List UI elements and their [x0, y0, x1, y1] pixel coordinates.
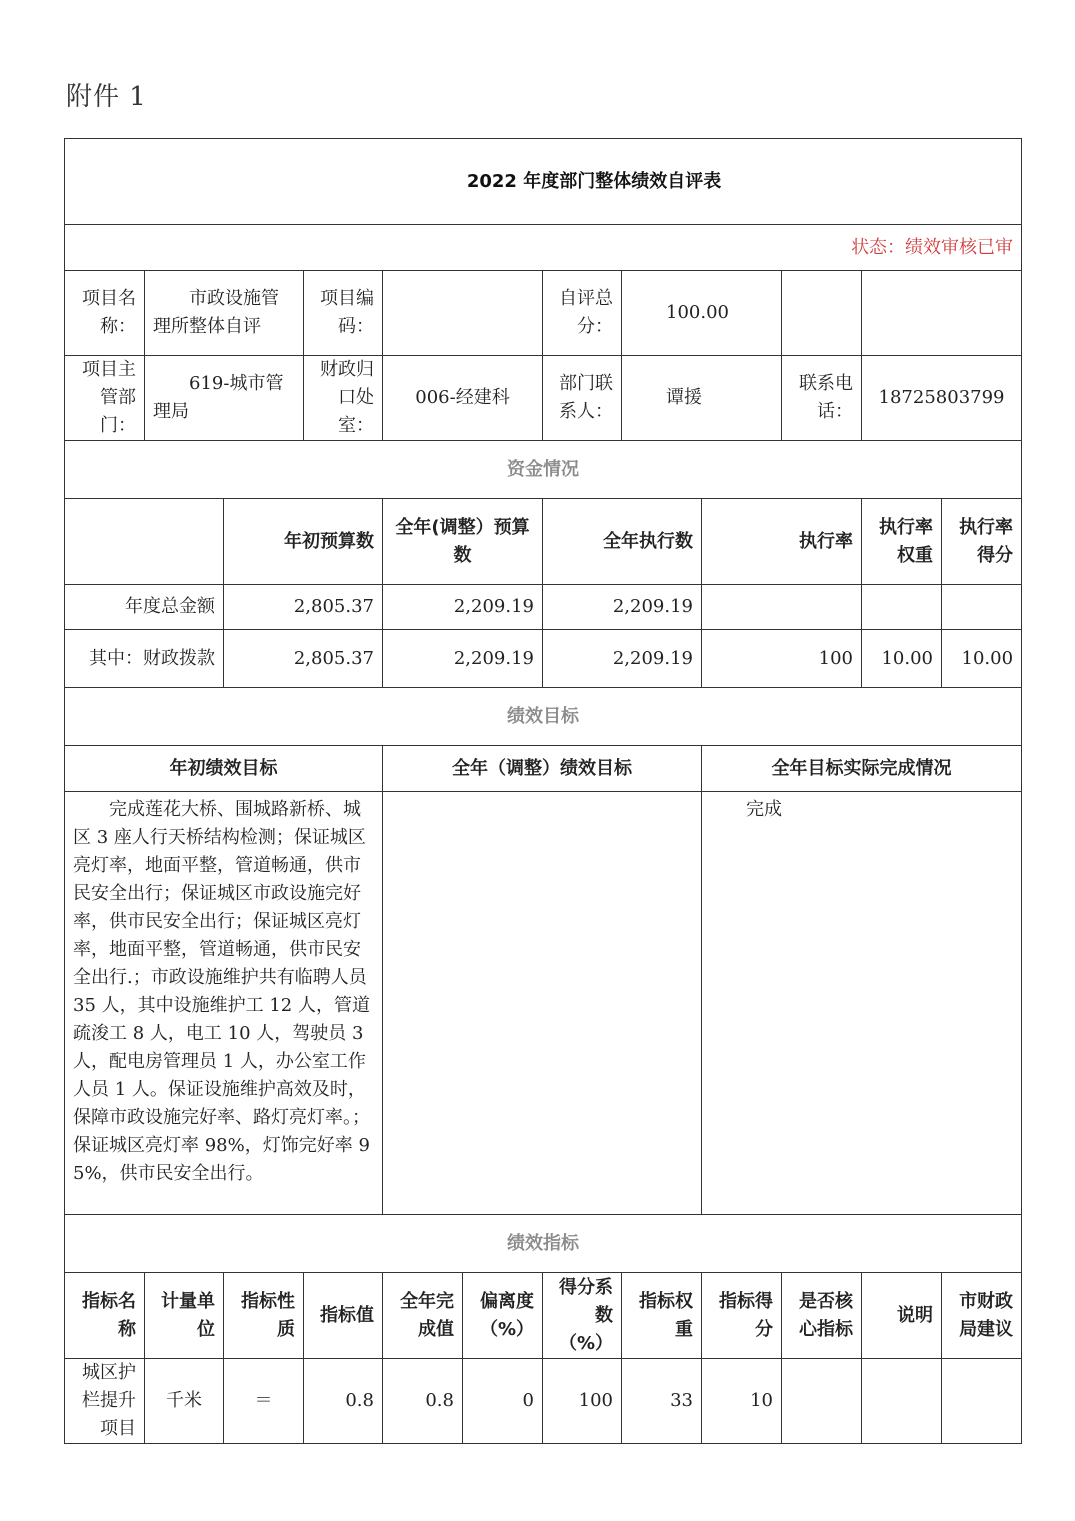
blank-cell	[862, 271, 1022, 356]
contact-label: 部门联系人：	[543, 356, 622, 441]
funds-row-executed: 2,209.19	[543, 585, 702, 630]
dept-value: 619-城市管理局	[145, 356, 304, 441]
ind-row-name: 城区护栏提升项目	[65, 1359, 145, 1444]
finance-label: 财政归口处室：	[304, 356, 383, 441]
ind-row-score: 10	[702, 1359, 782, 1444]
funds-row-score	[942, 585, 1022, 630]
funds-row-label: 其中：财政拨款	[65, 630, 224, 688]
funds-header-weight: 执行率权重	[862, 499, 942, 585]
ind-row-core	[782, 1359, 862, 1444]
ind-header-core: 是否核心指标	[782, 1273, 862, 1359]
ind-header-unit: 计量单位	[145, 1273, 224, 1359]
ind-row-weight: 33	[622, 1359, 702, 1444]
goals-header-adjusted: 全年（调整）绩效目标	[383, 746, 702, 792]
funds-row-label: 年度总金额	[65, 585, 224, 630]
total-score-value: 100.00	[622, 271, 782, 356]
project-name-label: 项目名称：	[65, 271, 145, 356]
funds-row-adjusted: 2,209.19	[383, 585, 543, 630]
goals-adjusted-text	[383, 792, 702, 1215]
funds-row-budget: 2,805.37	[224, 630, 383, 688]
ind-header-note: 说明	[862, 1273, 942, 1359]
ind-row-nature: ＝	[224, 1359, 304, 1444]
goals-section-title: 绩效目标	[65, 688, 1022, 746]
performance-table	[64, 138, 1022, 1444]
finance-value: 006-经建科	[383, 356, 543, 441]
page-title: 2022 年度部门整体绩效自评表	[65, 139, 1022, 225]
ind-header-nature: 指标性质	[224, 1273, 304, 1359]
ind-row-coef: 100	[543, 1359, 622, 1444]
funds-header-rate: 执行率	[702, 499, 862, 585]
ind-row-deviation: 0	[463, 1359, 543, 1444]
goals-header-actual: 全年目标实际完成情况	[702, 746, 1022, 792]
ind-header-completed: 全年完成值	[383, 1273, 463, 1359]
total-score-label: 自评总分：	[543, 271, 622, 356]
funds-row-weight	[862, 585, 942, 630]
status-badge: 状态：绩效审核已审	[65, 225, 1022, 271]
funds-row-budget: 2,805.37	[224, 585, 383, 630]
funds-row-rate	[702, 585, 862, 630]
attachment-label: 附件 1	[66, 82, 147, 112]
ind-row-value: 0.8	[304, 1359, 383, 1444]
ind-header-advice: 市财政局建议	[942, 1273, 1022, 1359]
ind-row-unit: 千米	[145, 1359, 224, 1444]
funds-row-score: 10.00	[942, 630, 1022, 688]
goals-header-initial: 年初绩效目标	[65, 746, 383, 792]
project-code-value	[383, 271, 543, 356]
goals-actual-text: 完成	[702, 792, 1022, 1215]
ind-row-advice	[942, 1359, 1022, 1444]
ind-header-deviation: 偏离度（%）	[463, 1273, 543, 1359]
funds-header-blank	[65, 499, 224, 585]
funds-header-score: 执行率得分	[942, 499, 1022, 585]
ind-header-score: 指标得分	[702, 1273, 782, 1359]
dept-label: 项目主管部门：	[65, 356, 145, 441]
funds-header-budget: 年初预算数	[224, 499, 383, 585]
contact-value: 谭援	[622, 356, 782, 441]
phone-label: 联系电话：	[782, 356, 862, 441]
funds-section-title: 资金情况	[65, 441, 1022, 499]
funds-header-adjusted: 全年(调整）预算数	[383, 499, 543, 585]
ind-header-weight: 指标权重	[622, 1273, 702, 1359]
ind-header-coef: 得分系数（%）	[543, 1273, 622, 1359]
ind-header-name: 指标名称	[65, 1273, 145, 1359]
phone-value: 18725803799	[862, 356, 1022, 441]
indicators-section-title: 绩效指标	[65, 1215, 1022, 1273]
funds-row-rate: 100	[702, 630, 862, 688]
funds-header-executed: 全年执行数	[543, 499, 702, 585]
funds-row-adjusted: 2,209.19	[383, 630, 543, 688]
project-code-label: 项目编码：	[304, 271, 383, 356]
funds-row-executed: 2,209.19	[543, 630, 702, 688]
ind-row-note	[862, 1359, 942, 1444]
funds-row-weight: 10.00	[862, 630, 942, 688]
ind-row-completed: 0.8	[383, 1359, 463, 1444]
goals-initial-text: 完成莲花大桥、围城路新桥、城区 3 座人行天桥结构检测；保证城区亮灯率，地面平整，管道畅通，供市民安全出行；保证城区市政设施完好率，供市民安全出行；保证城区亮灯率，地面平整，管道畅通，供市民安全出行.；市政设施维护共有临聘人员 35 人，其中设施维护工 12 人，管道疏浚工 8 人，电工 10 人，驾驶员 3 人，配电房管理员 1 人，办公室工作人员 1 人。保证设施维护高效及时，保障市政设施完好率、路灯亮灯率。；保证城区亮灯率 98%，灯饰完好率 95%，供市民安全出行。	[65, 792, 383, 1215]
blank-cell	[782, 271, 862, 356]
ind-header-value: 指标值	[304, 1273, 383, 1359]
project-name-value: 市政设施管理所整体自评	[145, 271, 304, 356]
